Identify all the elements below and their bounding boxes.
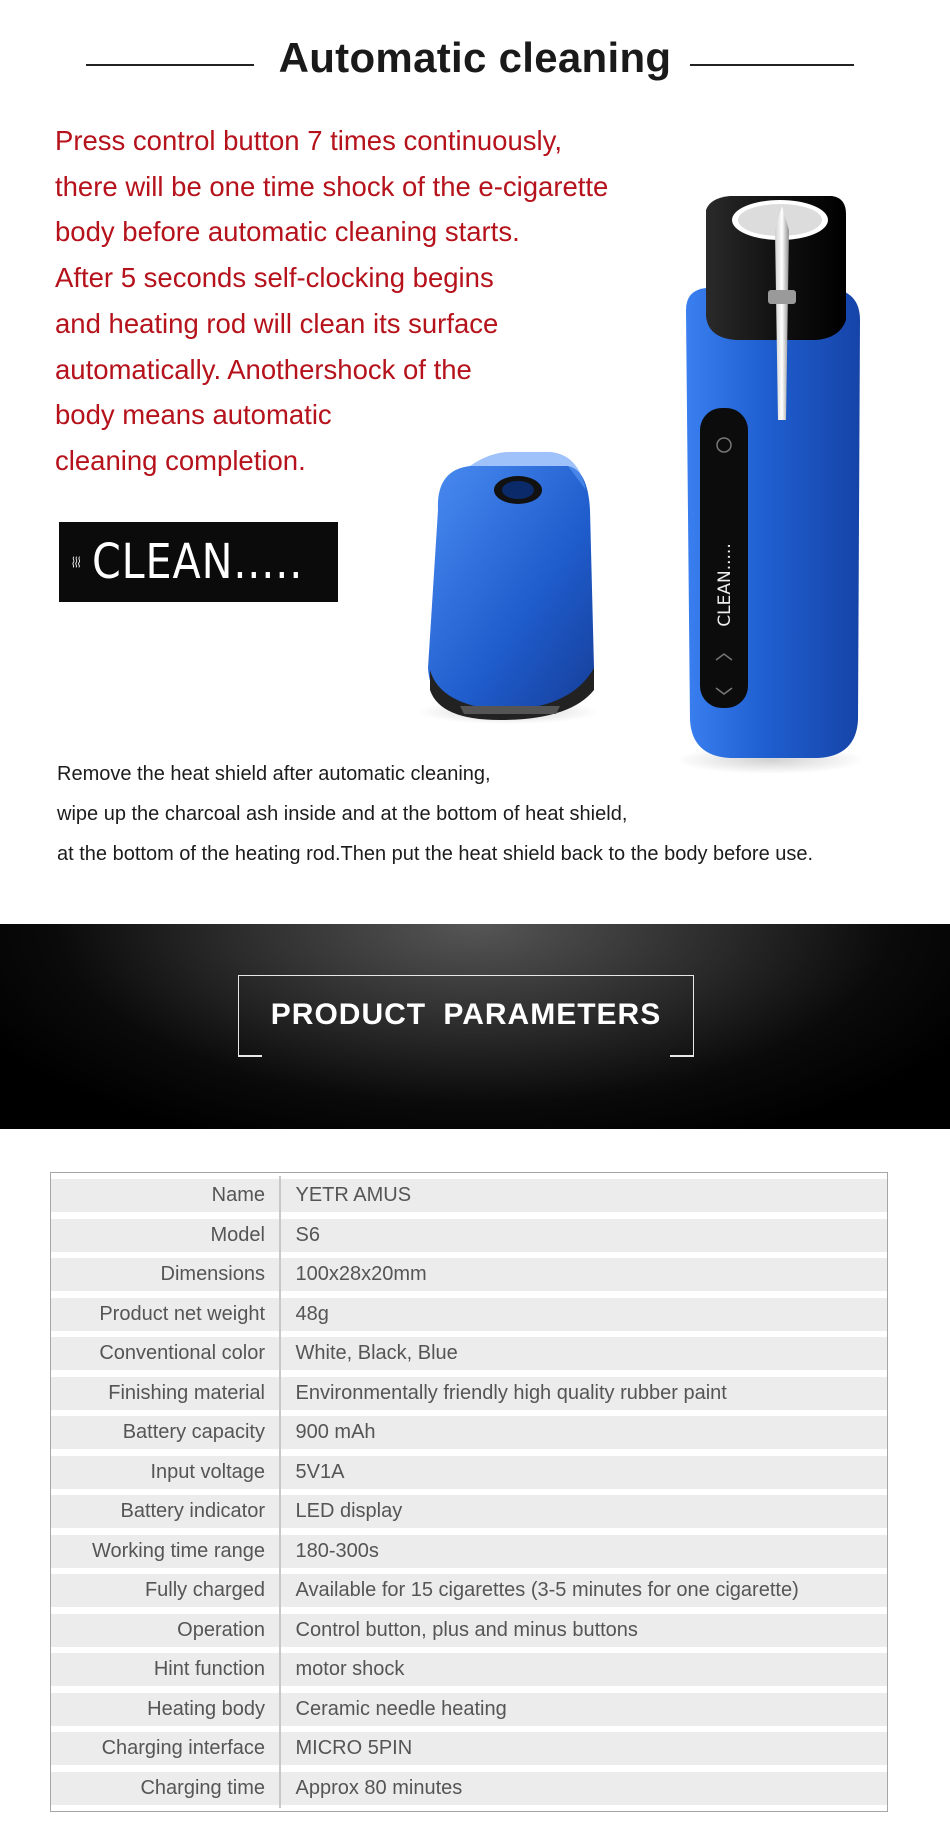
description-line: After 5 seconds self-clocking begins [55,262,494,294]
table-row [51,1413,887,1453]
param-label: Product net weight [99,1302,265,1325]
table-row [51,1176,887,1216]
section-title: Automatic cleaning [278,34,672,81]
description-line: automatically. Anothershock of the [55,353,472,385]
table-row-background [51,1535,887,1568]
clean-badge [59,522,338,602]
cleaning-instructions [57,754,937,874]
param-value: 900 mAh [295,1421,376,1443]
device-screen-text: CLEAN..... [715,543,735,627]
table-row [51,1492,887,1532]
param-value: LED display [295,1500,403,1522]
table-row [51,1532,887,1572]
param-label: Battery indicator [120,1500,265,1522]
param-value: Approx 80 minutes [295,1776,463,1799]
product-illustration [400,190,880,780]
table-row-background [51,1179,887,1212]
param-value: Environmentally friendly high quality rubber paint [295,1381,727,1404]
param-label: Fully charged [144,1579,265,1601]
frame-corner-left [238,1055,262,1057]
table-row-background [51,1377,887,1410]
table-row-background [51,1219,887,1252]
param-label: Hint function [153,1658,265,1680]
table-row [51,1255,887,1295]
table-row [51,1611,887,1651]
parameters-table [50,1172,888,1812]
table-row-background [51,1416,887,1449]
frame-corner-right [670,1055,694,1057]
table-row-background [51,1732,887,1765]
param-value: 180-300s [295,1539,379,1562]
table-row [51,1334,887,1374]
device-body [686,196,860,758]
description-line: there will be one time shock of the e-cigarette [55,170,609,202]
param-label: Heating body [147,1697,265,1720]
param-label: Name [211,1184,265,1206]
instruction-line: at the bottom of the heating rod.Then put the heat shield back to the body before use. [57,843,814,865]
param-value: YETR AMUS [295,1184,412,1206]
param-value: motor shock [295,1658,405,1680]
badge-text: CLEAN..... [92,534,304,590]
param-label: Model [210,1223,265,1246]
param-value: Available for 15 cigarettes (3-5 minutes for one cigarette) [295,1579,799,1601]
table-row [51,1295,887,1335]
param-value: 48g [295,1302,329,1325]
table-row [51,1690,887,1730]
table-row-background [51,1772,887,1805]
table-row [51,1769,887,1809]
description-line: body before automatic cleaning starts. [55,216,520,248]
param-label: Charging time [140,1776,265,1799]
table-row [51,1374,887,1414]
table-row-background [51,1258,887,1291]
param-label: Conventional color [99,1342,265,1364]
param-label: Operation [177,1618,265,1641]
description-line: and heating rod will clean its surface [55,307,499,339]
param-value: MICRO 5PIN [295,1737,413,1759]
param-value: Control button, plus and minus buttons [295,1618,638,1641]
param-value: 100x28x20mm [295,1263,427,1285]
description-line: cleaning completion. [55,444,306,476]
table-row [51,1729,887,1769]
param-label: Input voltage [150,1460,265,1483]
table-row-background [51,1495,887,1528]
table-row-background [51,1653,887,1686]
heat-waves-icon [71,540,82,584]
table-row [51,1453,887,1493]
param-label: Dimensions [160,1263,265,1285]
param-label: Working time range [91,1539,265,1562]
banner-title: PRODUCT PARAMETERS [270,998,662,1031]
table-row [51,1571,887,1611]
instruction-line: Remove the heat shield after automatic cleaning, [57,763,491,785]
table-row-background [51,1337,887,1370]
param-value: 5V1A [295,1460,345,1483]
table-row-background [51,1614,887,1647]
table-row-background [51,1574,887,1607]
table-row [51,1216,887,1256]
instruction-line: wipe up the charcoal ash inside and at the bottom of heat shield, [57,803,628,825]
param-label: Charging interface [101,1737,265,1759]
description-line: body means automatic [55,399,332,431]
table-row-background [51,1456,887,1489]
param-value: White, Black, Blue [295,1342,458,1364]
param-value: Ceramic needle heating [295,1697,507,1720]
table-row [51,1650,887,1690]
heat-shield-cap [428,452,594,720]
param-label: Finishing material [108,1381,265,1404]
description-line: Press control button 7 times continuously, [55,125,562,156]
param-value: S6 [295,1223,320,1246]
table-row-background [51,1693,887,1726]
table-row-background [51,1298,887,1331]
param-label: Battery capacity [122,1421,265,1443]
